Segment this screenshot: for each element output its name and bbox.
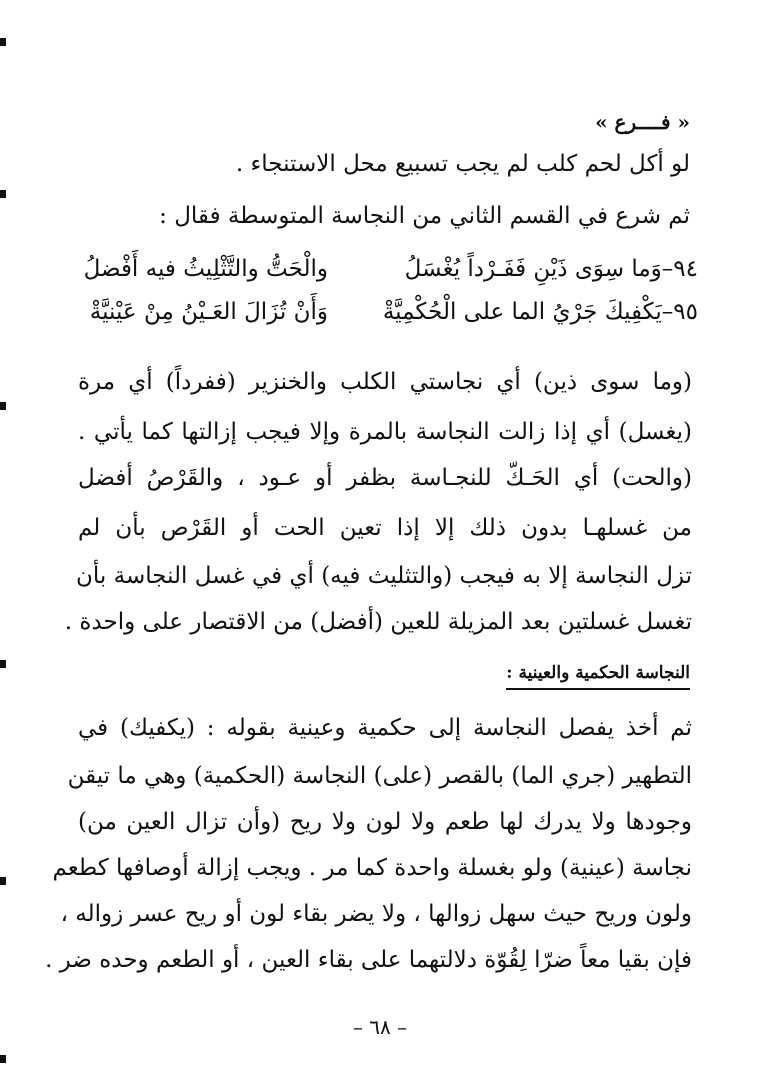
paragraph-line: وجودها ولا يدرك لها طعم ولا لون ولا ريح (وأن تزال العين من) [78, 809, 692, 835]
paragraph-line: (وما سوى ذين) أي نجاستي الكلب والخنزير (ففرداً) أي مرة [78, 369, 692, 395]
paragraph-line: نجاسة (عينية) ولو بغسلة واحدة كما مر . ويجب إزالة أوصافها كطعم [52, 855, 692, 881]
scan-edge-mark [0, 38, 6, 46]
paragraph-line: (يغسل) أي إذا زالت النجاسة بالمرة وإلا فيجب إزالتها كما يأتي . [78, 419, 692, 445]
paragraph-line: فإن بقيا معاً ضرّا لِقُوّة دلالتهما على بقاء العين ، أو الطعم وحده ضر . [45, 947, 692, 973]
intro-line: لو أكل لحم كلب لم يجب تسبيع محل الاستنجاء . [235, 151, 690, 177]
verse-first-hemistich: ٩٤–وَما سِوَى ذَيْنِ فَفَـرْداً يُغْسَلُ [404, 256, 698, 282]
intro-line: ثم شرع في القسم الثاني من النجاسة المتوسطة فقال : [159, 203, 690, 229]
paragraph-line: من غسلهـا بدون ذلك إلا إذا تعين الحت أو القَرْص بأن لم [78, 515, 692, 541]
page-number: – ٦٨ – [352, 1015, 408, 1039]
scan-edge-mark [0, 190, 6, 198]
verse-second-hemistich: وَأَنْ تُزَالَ العَـيْنُ مِنْ عَيْنيَّةْ [89, 299, 328, 325]
paragraph-line: (والحت) أي الحَـكّ للنجـاسة بظفر أو عـود ، والقَرْصُ أفضل [78, 465, 692, 491]
paragraph-line: التطهير (جري الما) بالقصر (على) النجاسة (الحكمية) وهي ما تيقن [67, 763, 692, 789]
paragraph-line: تغسل غسلتين بعد المزيلة للعين (أفضل) من الاقتصار على واحدة . [64, 609, 692, 635]
subheading: النجاسة الحكمية والعينية : [506, 660, 690, 690]
scan-edge-mark [0, 402, 6, 410]
paragraph-line: ثم أخذ يفصل النجاسة إلى حكمية وعينية بقوله : (يكفيك) في [78, 715, 692, 741]
paragraph-line: تزل النجاسة إلا به فيجب (والتثليث فيه) أي في غسل النجاسة بأن [76, 563, 692, 589]
verse-first-hemistich: ٩٥–يَكْفِيكَ جَرْيُ الما على الْحُكْمِيَّةْ [382, 299, 698, 325]
scan-edge-mark [0, 877, 6, 885]
verse-second-hemistich: والْحَتُّ والتَّثْلِيثُ فيه أَفْضلُ [83, 256, 328, 282]
section-heading: « فــــرع » [595, 110, 690, 134]
paragraph-line: ولون وريح حيث سهل زوالها ، ولا يضر بقاء لون أو ريح عسر زواله ، [60, 901, 692, 927]
scan-edge-mark [0, 660, 6, 668]
scan-edge-mark [0, 1055, 6, 1063]
